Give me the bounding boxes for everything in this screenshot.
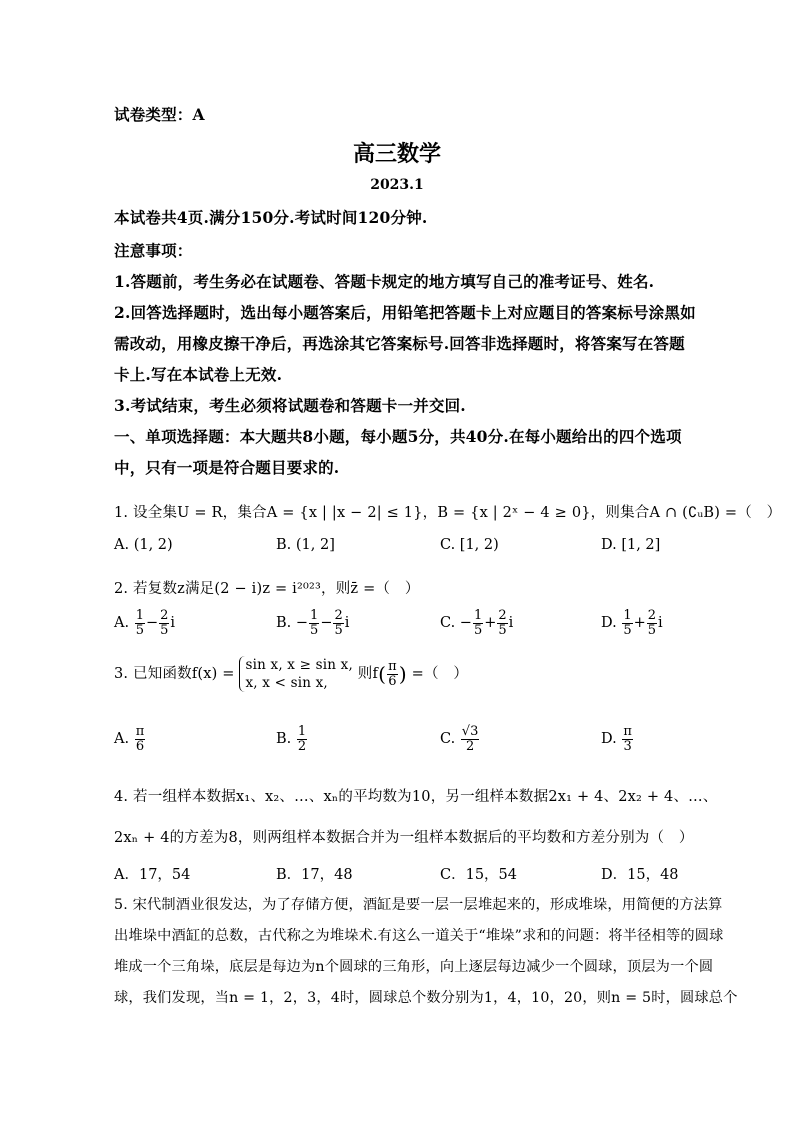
note-2-line-3: 卡上.写在本试卷上无效. [114, 365, 283, 384]
q3-option-a-letter: A. [114, 731, 130, 748]
q3-piecewise [239, 656, 352, 692]
q3-b-den: 2 [297, 738, 307, 754]
q3-stem-suffix-b: =（ ） [411, 666, 469, 683]
q3-arg-den: 6 [388, 673, 397, 689]
q3-case-2: x, x < sin x, [245, 675, 328, 692]
question-5-line-3: 堆成一个三角垛，底层是每边为n个圆球的三角形，向上逐层每边减少一个圆球，顶层为一个圆 [114, 959, 714, 975]
q3-option-d [601, 725, 634, 753]
q1-option-a: A. (1, 2) [114, 537, 173, 553]
q3-c-num: √3 [461, 724, 479, 739]
exam-summary: 本试卷共4页.满分150分.考试时间120分钟. [114, 208, 428, 227]
q3-option-a [114, 725, 146, 753]
q2-b-op: − [320, 615, 333, 632]
q1-option-c: C. [1, 2) [440, 537, 499, 553]
question-2-stem: 2. 若复数z满足(2 − i)z = i²⁰²³，则z̄ =（ ） [114, 581, 420, 597]
q2-b-den1: 5 [310, 622, 319, 638]
q1-option-d: D. [1, 2] [601, 537, 661, 553]
q4-option-b: B．17，48 [276, 867, 353, 883]
exam-date: 2023.1 [370, 177, 424, 193]
q2-option-c-letter: C. [440, 615, 456, 632]
q3-option-c [440, 725, 480, 753]
q4-option-d: D．15，48 [601, 867, 679, 883]
q3-a-den: 6 [135, 738, 145, 754]
q2-b-unit: i [344, 615, 350, 632]
q3-a-num: π [135, 724, 145, 739]
q3-option-b [276, 725, 308, 753]
q2-c-num1: 1 [473, 608, 483, 623]
note-2-line-2: 需改动，用橡皮擦干净后，再选涂其它答案标号.回答非选择题时，将答案写在答题 [114, 334, 685, 353]
q3-d-den: 3 [623, 738, 632, 754]
question-5-line-1: 5. 宋代制酒业很发达，为了存储方便，酒缸是要一层一层堆起来的，形成堆垛，用简便的方法算 [114, 897, 723, 913]
q1-option-b: B. (1, 2] [276, 537, 335, 553]
section-heading-line-1: 一、单项选择题：本大题共8小题，每小题5分，共40分.在每小题给出的四个选项 [114, 427, 682, 446]
q3-stem-suffix-a: 则f [357, 666, 379, 683]
q4-option-a: A．17，54 [114, 867, 191, 883]
q2-b-den2: 5 [334, 622, 343, 638]
q2-d-unit: i [658, 615, 663, 632]
q3-option-c-letter: C. [440, 731, 456, 748]
q2-d-op: + [633, 615, 646, 632]
q2-a-num1: 1 [135, 608, 144, 623]
q3-c-den: 2 [465, 738, 475, 754]
q2-c-op: + [484, 615, 497, 632]
question-3-stem: 3. 已知函数f(x) = sin x, x ≥ sin x, x, x < sin x, 则f( $\frac{\pi}{6}$ ) =（ ） [114, 657, 469, 692]
q2-b-num2: 2 [334, 608, 343, 623]
q2-b-sign1: − [295, 615, 309, 632]
q2-d-num1: 1 [623, 608, 632, 623]
q2-d-num2: 2 [647, 608, 657, 623]
note-3: 3.考试结束，考生必须将试题卷和答题卡一并交回. [114, 396, 466, 415]
q2-option-a-letter: A. [114, 615, 130, 632]
q2-option-a [114, 609, 175, 637]
q2-option-b-letter: B. [276, 615, 292, 632]
question-5-line-4: 球，我们发现，当n = 1，2，3，4时，圆球总个数分别为1，4，10，20，则n = 5时，圆球总个 [114, 990, 738, 1006]
q3-b-num: 1 [297, 724, 307, 739]
q3-d-num: π [623, 724, 632, 739]
page-title: 高三数学 [352, 141, 441, 167]
q2-a-den2: 5 [160, 622, 169, 638]
q2-a-den1: 5 [135, 622, 144, 638]
q2-a-unit: i [170, 615, 176, 632]
q2-c-den2: 5 [498, 622, 507, 638]
q2-c-den1: 5 [473, 622, 483, 638]
question-1-stem: 1. 设全集U = R，集合A = {x | |x − 2| ≤ 1}，B = {x | 2ˣ − 4 ≥ 0}，则集合A ∩ (∁ᵤB) =（ ） [114, 505, 782, 521]
q2-option-d-letter: D. [601, 615, 617, 632]
paper-type: 试卷类型：A [114, 105, 205, 124]
question-4-line-1: 4. 若一组样本数据x₁、x₂、…、xₙ的平均数为10，另一组样本数据2x₁ + 4、2x₂ + 4、…、 [114, 789, 718, 805]
question-5-line-2: 出堆垛中酒缸的总数，古代称之为堆垛术.有这么一道关于“堆垛”求和的问题：将半径相等的圆球 [114, 928, 724, 944]
note-1: 1.答题前，考生务必在试题卷、答题卡规定的地方填写自己的准考证号、姓名. [114, 272, 655, 291]
q2-a-op: − [145, 615, 159, 632]
q2-c-num2: 2 [498, 608, 507, 623]
q3-arg-num: π [388, 659, 397, 675]
q2-d-den2: 5 [647, 622, 657, 638]
note-2-line-1: 2.回答选择题时，选出每小题答案后，用铅笔把答题卡上对应题目的答案标号涂黑如 [114, 303, 696, 322]
q3-case-1: sin x, x ≥ sin x, [245, 657, 353, 673]
q2-b-num1: 1 [310, 608, 319, 623]
q2-option-c [440, 609, 513, 637]
q3-stem-prefix: 3. 已知函数f(x) = [114, 666, 235, 683]
q2-a-num2: 2 [160, 608, 169, 623]
q4-option-c: C．15，54 [440, 867, 517, 883]
q3-option-b-letter: B. [276, 731, 292, 748]
q2-option-d [601, 609, 663, 637]
section-heading-line-2: 中，只有一项是符合题目要求的. [114, 458, 340, 477]
notes-heading: 注意事项： [114, 241, 193, 260]
q2-option-b [276, 609, 349, 637]
q2-d-den1: 5 [623, 622, 632, 638]
q3-option-d-letter: D. [601, 731, 617, 748]
question-4-line-2: 2xₙ + 4的方差为8，则两组样本数据合并为一组样本数据后的平均数和方差分别为（ ） [114, 830, 694, 846]
q2-c-sign1: − [459, 615, 472, 632]
q2-c-unit: i [508, 615, 514, 632]
